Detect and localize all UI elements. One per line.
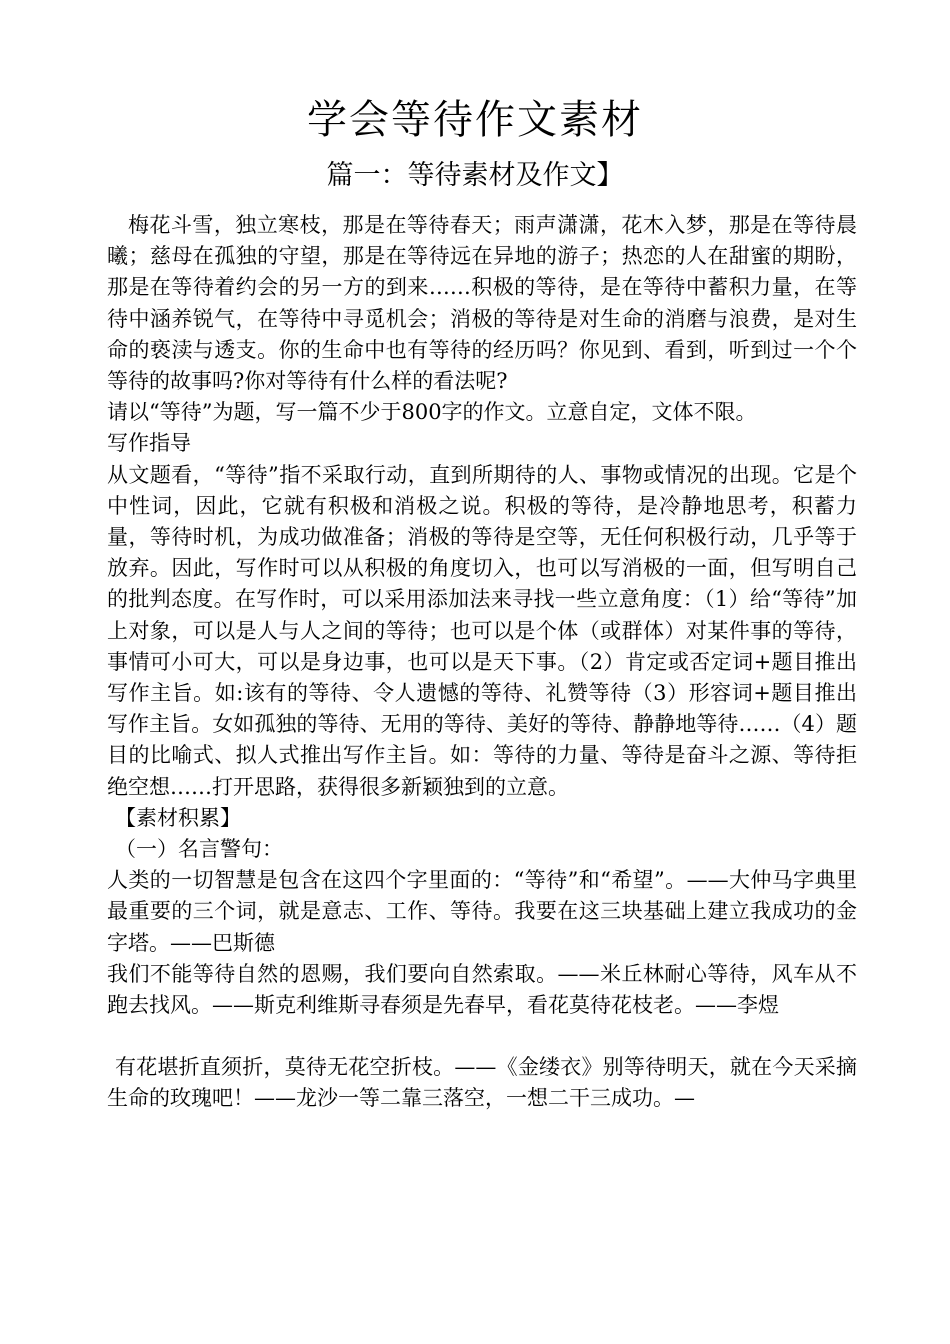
document-title: 学会等待作文素材 [307,97,643,143]
guidance-paragraph: 从文题看，“等待”指不采取行动，直到所期待的人、事物或情况的出现。它是个中性词，因此，它就有积极和消极之说。积极的等待，是冷静地思考，积蓄力量，等待时机，为成功做准备；消极的等待是空等，无任何积极行动，几乎等于放弃。因此，写作时可以从积极的角度切入，也可以写消极的一面，但写明自己的批判态度。在写作时，可以采用添加法来寻找一些立意角度：（1）给“等待”加上对象，可以是人与人之间的等待；也可以是个体（或群体）对某件事的等待，事情可小可大，可以是身边事，也可以是天下事。（2）肯定或否定词+题目推出写作主旨。如:该有的等待、令人遗憾的等待、礼赞等待（3）形容词+题目推出写作主旨。女如孤独的等待、无用的等待、美好的等待、静静地等待……（4）题目的比喻式、拟人式推出写作主旨。如：等待的力量、等待是奋斗之源、等待拒绝空想……打开思路，获得很多新颖独到的立意。 [107,462,857,799]
document-subtitle: 篇一：等待素材及作文】 [326,160,624,191]
quote-paragraph: 有花堪折直须折，莫待无花空折枝。——《金缕衣》别等待明天，就在今天采摘生命的玫瑰吧！——龙沙一等二靠三落空，一想二干三成功。— [107,1055,857,1111]
guidance-heading: 写作指导 [107,431,191,456]
quotes-heading: （一）名言警句： [115,837,283,862]
materials-heading: 【素材积累】 [115,805,241,830]
prompt-paragraph: 请以“等待”为题，写一篇不少于800字的作文。立意自定，文体不限。 [107,400,757,425]
paragraph-gap [107,1021,857,1052]
quote-paragraph: 人类的一切智慧是包含在这四个字里面的：“等待”和“希望”。——大仲马字典里最重要的三个词，就是意志、工作、等待。我要在这三块基础上建立我成功的金字塔。——巴斯德 [107,868,857,955]
quote-paragraph: 我们不能等待自然的恩赐，我们要向自然索取。——米丘林耐心等待，风车从不跑去找风。——斯克利维斯寻春须是先春早，看花莫待花枝老。——李煜 [107,961,857,1018]
document-body [107,210,857,1115]
intro-paragraph: 梅花斗雪，独立寒枝，那是在等待春天；雨声潇潇，花木入梦，那是在等待晨曦；慈母在孤独的守望，那是在等待远在异地的游子；热恋的人在甜蜜的期盼，那是在等待着约会的另一方的到来……积极的等待，是在等待中蓄积力量，在等待中涵养锐气，在等待中寻觅机会；消极的等待是对生命的消磨与浪费，是对生命的亵渎与透支。你的生命中也有等待的经历吗？你见到、看到，听到过一个个等待的故事吗?你对等待有什么样的看法呢? [107,213,857,394]
